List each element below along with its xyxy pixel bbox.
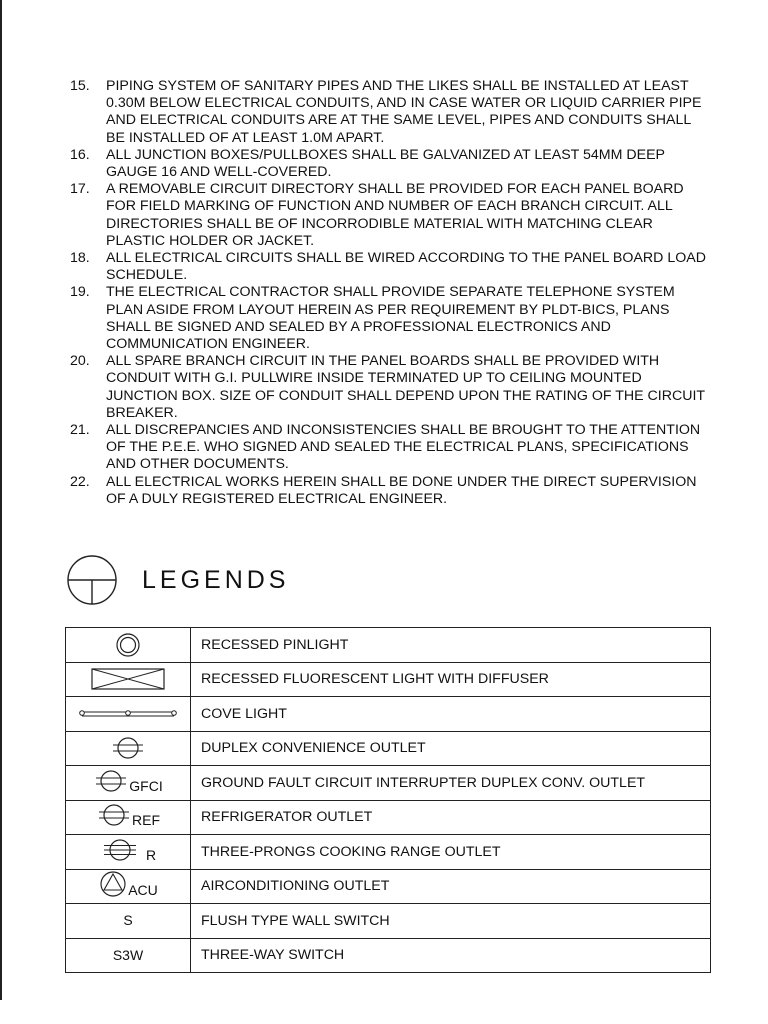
legend-symbol-cell xyxy=(66,800,191,835)
symbol-label: REF xyxy=(132,812,160,829)
legend-description: DUPLEX CONVENIENCE OUTLET xyxy=(191,731,711,766)
note-number: 20. xyxy=(70,353,90,370)
legend-symbol-cell xyxy=(66,731,191,766)
table-row xyxy=(66,800,711,835)
table-row xyxy=(66,904,711,939)
legend-description: THREE-WAY SWITCH xyxy=(191,938,711,973)
legend-table xyxy=(65,627,711,973)
gfci-outlet-icon xyxy=(93,768,129,794)
cove-light-icon xyxy=(78,707,178,721)
note-text: ALL ELECTRICAL CIRCUITS SHALL BE WIRED ACCORDING TO THE PANEL BOARD LOAD SCHEDULE. xyxy=(106,250,706,284)
note-item xyxy=(70,284,710,353)
note-number: 17. xyxy=(70,181,90,198)
legend-symbol-cell xyxy=(66,869,191,904)
note-item xyxy=(70,147,710,181)
switch-symbol: S xyxy=(123,912,133,929)
note-text: PIPING SYSTEM OF SANITARY PIPES AND THE LIKES SHALL BE INSTALLED AT LEAST 0.30M BELOW ELECTRICAL CONDUITS, AND IN CASE WATER OR LIQUID CARRIER PIPE AND ELECTRICAL CONDUITS ARE AT THE SAME LEVEL, PIPES AND CONDUITS SHALL BE INSTALLED OF AT LEAST 1.0M APART. xyxy=(106,78,702,146)
note-item xyxy=(70,181,710,250)
legend-symbol-cell xyxy=(66,835,191,870)
note-item xyxy=(70,353,710,422)
ref-symbol xyxy=(96,802,160,828)
table-row xyxy=(66,628,711,663)
note-item xyxy=(70,474,710,508)
legend-description: RECESSED PINLIGHT xyxy=(191,628,711,663)
table-row xyxy=(66,938,711,973)
note-item xyxy=(70,78,710,147)
table-row xyxy=(66,697,711,732)
symbol-label: ACU xyxy=(128,882,158,899)
range-symbol xyxy=(100,837,156,863)
note-number: 21. xyxy=(70,422,90,439)
legend-title: LEGENDS xyxy=(142,566,290,594)
legend-description: FLUSH TYPE WALL SWITCH xyxy=(191,904,711,939)
legend-symbol-cell xyxy=(66,697,191,732)
note-text: ALL ELECTRICAL WORKS HEREIN SHALL BE DONE UNDER THE DIRECT SUPERVISION OF A DULY REGISTERED ELECTRICAL ENGINEER. xyxy=(106,473,697,507)
note-text: ALL JUNCTION BOXES/PULLBOXES SHALL BE GALVANIZED AT LEAST 54MM DEEP GAUGE 16 AND WELL-COVERED. xyxy=(106,146,665,181)
gfci-symbol xyxy=(93,768,162,794)
legend-description: COVE LIGHT xyxy=(191,697,711,732)
legend-description: REFRIGERATOR OUTLET xyxy=(191,800,711,835)
note-number: 18. xyxy=(70,250,90,267)
page-left-border xyxy=(0,0,2,1000)
note-item xyxy=(70,250,710,284)
note-number: 16. xyxy=(70,146,90,163)
table-row xyxy=(66,835,711,870)
duplex-outlet-icon xyxy=(110,735,146,761)
note-number: 15. xyxy=(70,78,90,94)
note-item xyxy=(70,422,710,474)
symbol-label: GFCI xyxy=(129,777,163,794)
legend-symbol-cell xyxy=(66,938,191,973)
note-text: ALL SPARE BRANCH CIRCUIT IN THE PANEL BOARDS SHALL BE PROVIDED WITH CONDUIT WITH G.I. PULLWIRE INSIDE TERMINATED UP TO CEILING MOUNTED JUNCTION BOX. SIZE OF CONDUIT SHALL DEPEND UPON THE RATING OF THE CIRCUIT BREAKER. xyxy=(106,353,705,421)
symbol-label: R xyxy=(145,846,157,863)
fluorescent-icon xyxy=(90,667,166,691)
note-text: A REMOVABLE CIRCUIT DIRECTORY SHALL BE PROVIDED FOR EACH PANEL BOARD FOR FIELD MARKING OF FUNCTION AND NUMBER OF EACH BRANCH CIRCUIT. ALL DIRECTORIES SHALL BE OF INCORRODIBLE MATERIAL WITH MATCHING CLEAR PLASTIC HOLDER OR JACKET. xyxy=(106,181,684,249)
note-text: THE ELECTRICAL CONTRACTOR SHALL PROVIDE SEPARATE TELEPHONE SYSTEM PLAN ASIDE FROM LAYOUT HEREIN AS PER REQUIREMENT BY PLDT-BICS, PLANS SHALL BE SIGNED AND SEALED BY A PROFESSIONAL ELECTRONICS AND COMMUNICATION ENGINEER. xyxy=(106,284,675,353)
three-way-switch-symbol: S3W xyxy=(112,946,144,963)
general-notes xyxy=(70,78,710,508)
range-outlet-icon xyxy=(100,837,140,863)
legend-symbol-cell xyxy=(66,766,191,801)
legend-description: GROUND FAULT CIRCUIT INTERRUPTER DUPLEX CONV. OUTLET xyxy=(191,766,711,801)
pinlight-icon xyxy=(114,632,142,658)
table-row xyxy=(66,766,711,801)
table-row xyxy=(66,662,711,697)
legend-description: THREE-PRONGS COOKING RANGE OUTLET xyxy=(191,835,711,870)
ref-outlet-icon xyxy=(96,802,132,828)
acu-outlet-icon xyxy=(98,870,128,898)
legend-symbol-cell xyxy=(66,904,191,939)
note-number: 22. xyxy=(70,473,90,490)
table-row xyxy=(66,731,711,766)
acu-symbol xyxy=(98,870,158,898)
legend-symbol-cell xyxy=(66,628,191,663)
note-number: 19. xyxy=(70,284,90,301)
table-row xyxy=(66,869,711,904)
legend-symbol-cell xyxy=(66,662,191,697)
legend-description: AIRCONDITIONING OUTLET xyxy=(191,869,711,904)
legend-symbol-icon xyxy=(62,554,122,606)
note-text: ALL DISCREPANCIES AND INCONSISTENCIES SHALL BE BROUGHT TO THE ATTENTION OF THE P.E.E. WHO SIGNED AND SEALED THE ELECTRICAL PLANS, SPECIFICATIONS AND OTHER DOCUMENTS. xyxy=(106,422,701,473)
legend-description: RECESSED FLUORESCENT LIGHT WITH DIFFUSER xyxy=(191,662,711,697)
